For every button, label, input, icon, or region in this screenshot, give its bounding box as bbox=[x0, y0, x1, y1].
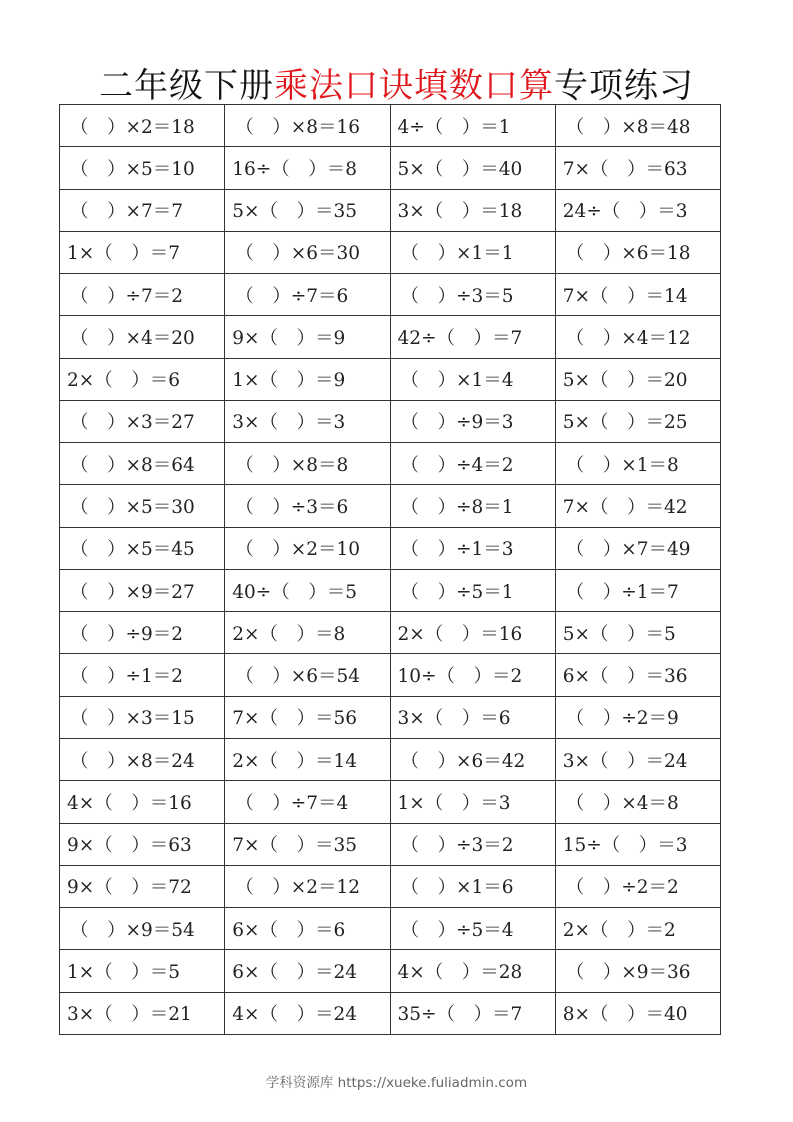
exercise-cell: 5×（ ）＝35 bbox=[225, 189, 390, 231]
exercise-cell: （ ）×2＝10 bbox=[225, 527, 390, 569]
exercise-cell: 3×（ ）＝24 bbox=[555, 738, 720, 780]
exercise-cell: （ ）÷7＝4 bbox=[225, 781, 390, 823]
exercise-cell: 7×（ ）＝56 bbox=[225, 696, 390, 738]
exercise-cell: （ ）×8＝8 bbox=[225, 443, 390, 485]
exercise-cell: 9×（ ）＝72 bbox=[60, 865, 225, 907]
exercise-cell: （ ）÷2＝9 bbox=[555, 696, 720, 738]
exercise-cell: （ ）×8＝48 bbox=[555, 105, 720, 147]
exercise-cell: （ ）×9＝54 bbox=[60, 908, 225, 950]
table-row bbox=[60, 400, 721, 442]
table-row bbox=[60, 908, 721, 950]
exercise-cell: 4×（ ）＝16 bbox=[60, 781, 225, 823]
exercise-cell: 1×（ ）＝3 bbox=[390, 781, 555, 823]
exercise-cell: （ ）×1＝4 bbox=[390, 358, 555, 400]
table-row bbox=[60, 485, 721, 527]
exercise-cell: （ ）÷7＝2 bbox=[60, 274, 225, 316]
exercise-cell: （ ）×6＝42 bbox=[390, 738, 555, 780]
exercise-cell: 7×（ ）＝35 bbox=[225, 823, 390, 865]
exercise-cell: （ ）×4＝20 bbox=[60, 316, 225, 358]
footer-watermark: 学科资源库 https://xueke.fuliadmin.com bbox=[265, 1075, 528, 1091]
table-row bbox=[60, 358, 721, 400]
table-row bbox=[60, 823, 721, 865]
exercise-cell: （ ）×9＝27 bbox=[60, 569, 225, 611]
exercise-cell: 5×（ ）＝40 bbox=[390, 147, 555, 189]
page-title bbox=[0, 63, 793, 109]
exercise-cell: （ ）×3＝15 bbox=[60, 696, 225, 738]
exercise-cell: （ ）÷8＝1 bbox=[390, 485, 555, 527]
exercise-cell: （ ）÷7＝6 bbox=[225, 274, 390, 316]
exercise-cell: 3×（ ）＝21 bbox=[60, 992, 225, 1034]
exercise-cell: 7×（ ）＝14 bbox=[555, 274, 720, 316]
exercise-cell: 9×（ ）＝9 bbox=[225, 316, 390, 358]
table-row bbox=[60, 738, 721, 780]
table-row bbox=[60, 189, 721, 231]
table-row bbox=[60, 654, 721, 696]
exercise-cell: （ ）×4＝8 bbox=[555, 781, 720, 823]
exercise-table-body bbox=[60, 105, 721, 1035]
exercise-cell: 7×（ ）＝42 bbox=[555, 485, 720, 527]
exercise-cell: （ ）×2＝12 bbox=[225, 865, 390, 907]
exercise-cell: （ ）×3＝27 bbox=[60, 400, 225, 442]
exercise-cell: （ ）×4＝12 bbox=[555, 316, 720, 358]
exercise-cell: 2×（ ）＝2 bbox=[555, 908, 720, 950]
exercise-cell: （ ）×5＝10 bbox=[60, 147, 225, 189]
exercise-cell: 1×（ ）＝5 bbox=[60, 950, 225, 992]
title-prefix: 二年级下册 bbox=[99, 65, 274, 106]
table-row bbox=[60, 443, 721, 485]
exercise-cell: （ ）÷5＝1 bbox=[390, 569, 555, 611]
exercise-cell: 4×（ ）＝28 bbox=[390, 950, 555, 992]
exercise-cell: （ ）×6＝30 bbox=[225, 231, 390, 273]
exercise-cell: 5×（ ）＝25 bbox=[555, 400, 720, 442]
exercise-cell: （ ）÷2＝2 bbox=[555, 865, 720, 907]
table-row bbox=[60, 781, 721, 823]
exercise-cell: 5×（ ）＝20 bbox=[555, 358, 720, 400]
exercise-cell: 15÷（ ）＝3 bbox=[555, 823, 720, 865]
exercise-cell: （ ）×9＝36 bbox=[555, 950, 720, 992]
table-row bbox=[60, 612, 721, 654]
exercise-cell: （ ）÷3＝2 bbox=[390, 823, 555, 865]
table-row bbox=[60, 569, 721, 611]
exercise-cell: 2×（ ）＝14 bbox=[225, 738, 390, 780]
exercise-cell: （ ）÷1＝7 bbox=[555, 569, 720, 611]
exercise-cell: （ ）×1＝1 bbox=[390, 231, 555, 273]
exercise-cell: （ ）×1＝8 bbox=[555, 443, 720, 485]
table-row bbox=[60, 865, 721, 907]
exercise-cell: （ ）÷9＝2 bbox=[60, 612, 225, 654]
title-highlight: 乘法口诀填数口算 bbox=[274, 65, 554, 106]
exercise-cell: （ ）÷1＝2 bbox=[60, 654, 225, 696]
exercise-cell: 24÷（ ）＝3 bbox=[555, 189, 720, 231]
exercise-cell: 1×（ ）＝9 bbox=[225, 358, 390, 400]
exercise-table bbox=[59, 104, 721, 1035]
exercise-cell: 10÷（ ）＝2 bbox=[390, 654, 555, 696]
exercise-cell: （ ）×5＝45 bbox=[60, 527, 225, 569]
exercise-cell: 4×（ ）＝24 bbox=[225, 992, 390, 1034]
exercise-cell: （ ）×8＝64 bbox=[60, 443, 225, 485]
exercise-cell: （ ）×5＝30 bbox=[60, 485, 225, 527]
exercise-cell: （ ）÷1＝3 bbox=[390, 527, 555, 569]
exercise-cell: 40÷（ ）＝5 bbox=[225, 569, 390, 611]
exercise-cell: （ ）×8＝24 bbox=[60, 738, 225, 780]
exercise-cell: 6×（ ）＝6 bbox=[225, 908, 390, 950]
table-row bbox=[60, 527, 721, 569]
exercise-cell: 3×（ ）＝6 bbox=[390, 696, 555, 738]
exercise-cell: 8×（ ）＝40 bbox=[555, 992, 720, 1034]
exercise-cell: 7×（ ）＝63 bbox=[555, 147, 720, 189]
table-row bbox=[60, 992, 721, 1034]
exercise-cell: （ ）×2＝18 bbox=[60, 105, 225, 147]
exercise-cell: 6×（ ）＝24 bbox=[225, 950, 390, 992]
exercise-cell: （ ）÷3＝6 bbox=[225, 485, 390, 527]
table-row bbox=[60, 274, 721, 316]
exercise-cell: 6×（ ）＝36 bbox=[555, 654, 720, 696]
exercise-cell: （ ）÷9＝3 bbox=[390, 400, 555, 442]
exercise-cell: 3×（ ）＝3 bbox=[225, 400, 390, 442]
exercise-cell: 16÷（ ）＝8 bbox=[225, 147, 390, 189]
table-row bbox=[60, 147, 721, 189]
exercise-cell: （ ）×7＝7 bbox=[60, 189, 225, 231]
exercise-cell: 35÷（ ）＝7 bbox=[390, 992, 555, 1034]
title-suffix: 专项练习 bbox=[554, 65, 694, 106]
exercise-cell: （ ）×6＝18 bbox=[555, 231, 720, 273]
exercise-cell: 4÷（ ）＝1 bbox=[390, 105, 555, 147]
exercise-cell: （ ）÷4＝2 bbox=[390, 443, 555, 485]
exercise-cell: （ ）×8＝16 bbox=[225, 105, 390, 147]
table-row bbox=[60, 316, 721, 358]
exercise-cell: 2×（ ）＝6 bbox=[60, 358, 225, 400]
exercise-cell: （ ）×7＝49 bbox=[555, 527, 720, 569]
table-row bbox=[60, 105, 721, 147]
exercise-cell: 3×（ ）＝18 bbox=[390, 189, 555, 231]
exercise-cell: 2×（ ）＝8 bbox=[225, 612, 390, 654]
table-row bbox=[60, 231, 721, 273]
exercise-cell: （ ）÷3＝5 bbox=[390, 274, 555, 316]
exercise-cell: 5×（ ）＝5 bbox=[555, 612, 720, 654]
table-row bbox=[60, 696, 721, 738]
exercise-cell: 9×（ ）＝63 bbox=[60, 823, 225, 865]
exercise-cell: （ ）÷5＝4 bbox=[390, 908, 555, 950]
exercise-cell: （ ）×1＝6 bbox=[390, 865, 555, 907]
table-row bbox=[60, 950, 721, 992]
exercise-cell: 1×（ ）＝7 bbox=[60, 231, 225, 273]
exercise-cell: 2×（ ）＝16 bbox=[390, 612, 555, 654]
exercise-cell: （ ）×6＝54 bbox=[225, 654, 390, 696]
exercise-cell: 42÷（ ）＝7 bbox=[390, 316, 555, 358]
